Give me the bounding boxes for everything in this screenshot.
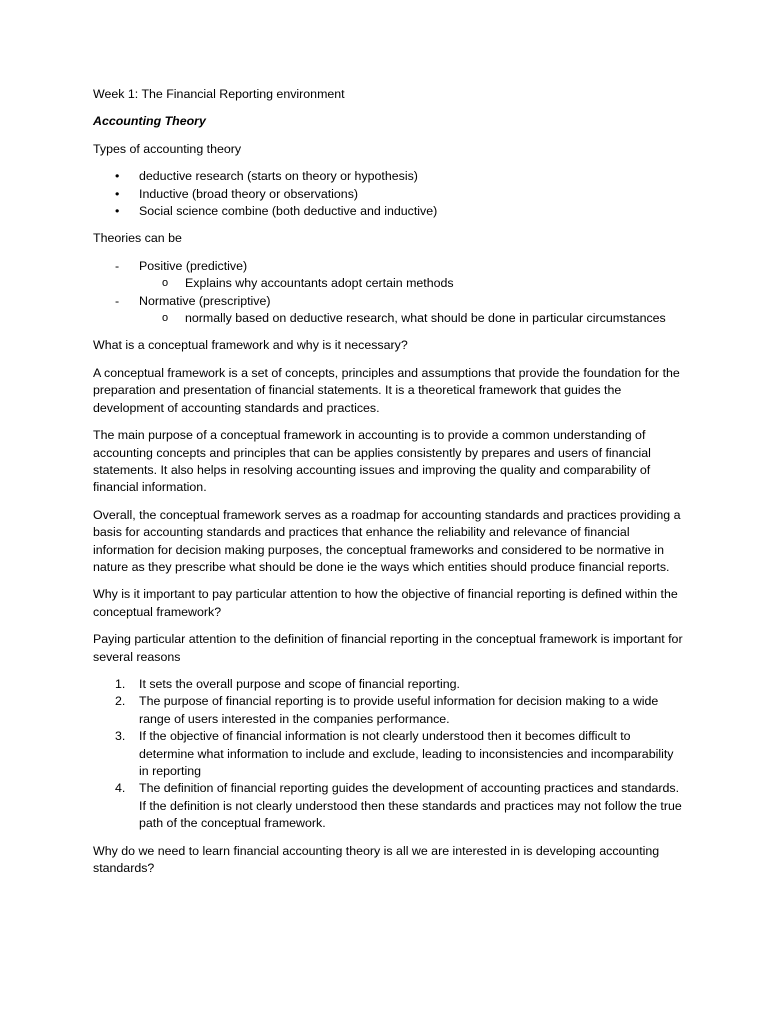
list-item — [93, 293, 683, 328]
list-item-text: Positive (predictive) — [139, 258, 248, 273]
list-item-text: Inductive (broad theory or observations) — [139, 186, 359, 201]
sub-list — [139, 310, 683, 327]
question-conceptual-framework: What is a conceptual framework and why is it necessary? — [93, 338, 408, 353]
list-item — [93, 780, 683, 832]
list-item — [93, 168, 683, 185]
section-subtitle: Accounting Theory — [93, 114, 206, 129]
number-marker: 1. — [115, 676, 126, 691]
bullet-marker: • — [115, 204, 120, 219]
dash-marker: - — [115, 293, 120, 308]
paragraph-definition: A conceptual framework is a set of concepts, principles and assumptions that provide the foundation for the preparation and presentation of financial statements. It is a theoretical framework that guides the development of accounting standards and practices. — [93, 365, 680, 415]
list-item-text: The definition of financial reporting guides the development of accounting practices and standards. If the definition is not clearly understood then these standards and practices may not follow the true path of the conceptual framework. — [139, 781, 682, 831]
list-item — [93, 693, 683, 728]
bullet-marker: • — [115, 169, 120, 184]
dash-marker: - — [115, 258, 120, 273]
sub-list-item — [139, 310, 683, 327]
circle-marker: o — [162, 312, 169, 325]
reasons-list — [93, 676, 683, 833]
document-heading: Week 1: The Financial Reporting environment — [93, 87, 345, 101]
sub-list-item-text: Explains why accountants adopt certain methods — [185, 276, 454, 291]
paragraph-reasons-intro: Paying particular attention to the definition of financial reporting in the conceptual framework is important for several reasons — [93, 632, 683, 664]
sub-list-item-text: normally based on deductive research, what should be done in particular circumstances — [185, 311, 666, 326]
paragraph-purpose: The main purpose of a conceptual framework in accounting is to provide a common understanding of accounting concepts and principles that can be applies consistently by prepares and users of financial statements. It also helps in resolving accounting issues and improving the quality and comparability of financial information. — [93, 428, 651, 495]
list-item — [93, 728, 683, 780]
bullet-marker: • — [115, 186, 120, 201]
list-item-text: The purpose of financial reporting is to provide useful information for decision making to a wide range of users interested in the companies performance. — [139, 694, 659, 726]
number-marker: 2. — [115, 694, 126, 709]
document-page — [93, 86, 683, 887]
theories-intro: Theories can be — [93, 231, 182, 246]
list-item-text: Social science combine (both deductive and inductive) — [139, 204, 438, 219]
list-item-text: It sets the overall purpose and scope of financial reporting. — [139, 676, 460, 691]
number-marker: 4. — [115, 781, 126, 796]
question-objective: Why is it important to pay particular attention to how the objective of financial reporting is defined within the conceptual framework? — [93, 587, 678, 619]
list-item-text: If the objective of financial information is not clearly understood then it becomes difficult to determine what information to include and exclude, leading to inconsistencies and incomparability in reporting — [139, 729, 674, 778]
list-item — [93, 203, 683, 220]
sub-list-item — [139, 275, 683, 292]
sub-list — [139, 275, 683, 292]
question-why-learn-theory: Why do we need to learn financial accounting theory is all we are interested in is developing accounting standards? — [93, 843, 660, 876]
list-item — [93, 186, 683, 203]
circle-marker: o — [162, 277, 169, 290]
theories-list — [93, 258, 683, 328]
types-list — [93, 168, 683, 220]
types-intro: Types of accounting theory — [93, 141, 242, 156]
list-item — [93, 676, 683, 693]
paragraph-overall: Overall, the conceptual framework serves as a roadmap for accounting standards and practices providing a basis for accounting standards and practices that enhance the reliability and relevance of financial information for decision making purposes, the conceptual frameworks and considered to be normative in nature as they prescribe what should be done ie the ways which entities should produce financial reports. — [93, 507, 681, 574]
list-item — [93, 258, 683, 293]
list-item-text: deductive research (starts on theory or hypothesis) — [139, 169, 418, 184]
number-marker: 3. — [115, 729, 126, 744]
list-item-text: Normative (prescriptive) — [139, 293, 271, 308]
